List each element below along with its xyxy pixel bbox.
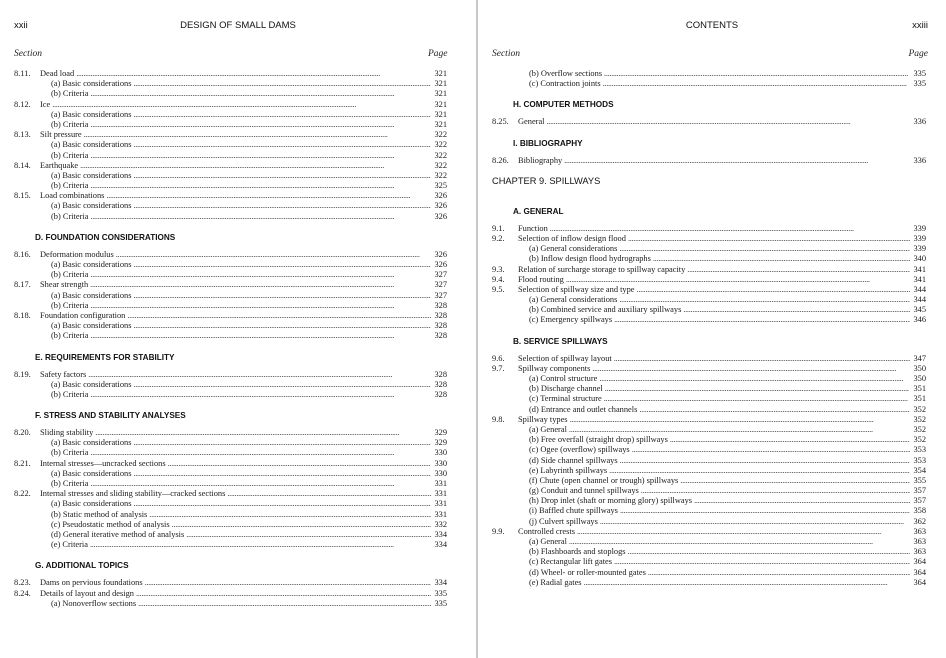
entry-title: Spillway components	[518, 363, 591, 373]
toc-subentry	[492, 425, 926, 435]
section-number: 9.9.	[492, 526, 505, 536]
page-number: 355	[910, 476, 926, 486]
entry-title: (a) General considerations	[529, 295, 618, 305]
toc-entry	[492, 415, 926, 425]
section-number: 8.21.	[14, 458, 31, 468]
section-number: 8.11.	[14, 69, 31, 78]
toc-entry	[492, 224, 926, 234]
entry-title: (g) Conduit and tunnel spillways	[529, 486, 639, 496]
page-number: 321	[431, 120, 447, 130]
page-number: 335	[910, 69, 926, 79]
entry-title: (a) Nonoverflow sections	[51, 598, 137, 608]
toc-subentry	[14, 201, 447, 211]
toc-entry	[14, 280, 447, 290]
toc-subentry	[14, 301, 447, 311]
page-number: 331	[431, 479, 447, 489]
section-heading	[492, 128, 926, 156]
toc-subentry	[14, 171, 447, 181]
entry-title: Internal stresses—uncracked sections	[40, 458, 166, 468]
page-number: 322	[431, 171, 447, 181]
toc-subentry	[492, 537, 926, 547]
entry-title: (a) General	[529, 424, 567, 434]
page-number: 334	[431, 530, 447, 540]
toc-subentry	[492, 305, 926, 315]
section-heading-text: G. ADDITIONAL TOPICS	[35, 561, 129, 571]
entry-title: (b) Combined service and auxiliary spillways	[529, 305, 682, 315]
page-number: 354	[910, 466, 926, 476]
page-number: 341	[910, 275, 926, 285]
page-number: 352	[910, 435, 926, 445]
page-number: 350	[910, 374, 926, 384]
toc-entry	[14, 489, 447, 499]
toc-entry	[14, 459, 447, 469]
section-number: 8.24.	[14, 588, 31, 598]
section-heading	[14, 222, 447, 250]
section-heading	[14, 400, 447, 428]
page-number: 329	[431, 438, 447, 448]
page-number: 352	[910, 405, 926, 415]
page-number: 328	[431, 370, 447, 380]
entry-title: Foundation configuration	[40, 310, 126, 320]
chapter-title-text: CHAPTER 9. SPILLWAYS	[492, 175, 601, 186]
page-number: 357	[910, 486, 926, 496]
toc-entry	[14, 100, 447, 110]
entry-title: Selection of spillway size and type	[518, 284, 635, 294]
page-number: 328	[431, 380, 447, 390]
entry-title: (d) Side channel spillways	[529, 455, 618, 465]
entry-title: (b) Criteria	[51, 270, 89, 280]
toc-subentry	[492, 547, 926, 557]
page-number: 328	[431, 311, 447, 321]
entry-title: (d) Entrance and outlet channels	[529, 404, 638, 414]
page-number: 341	[910, 265, 926, 275]
section-heading	[14, 342, 447, 370]
section-number: 8.23.	[14, 578, 31, 588]
page-number: 340	[910, 254, 926, 264]
section-number: 9.4.	[492, 274, 505, 284]
page-number: 352	[910, 425, 926, 435]
toc-entry	[14, 69, 447, 79]
page-number: 326	[431, 250, 447, 260]
section-heading-text: B. SERVICE SPILLWAYS	[513, 336, 608, 346]
section-number: 8.15.	[14, 191, 31, 201]
section-heading-text: F. STRESS AND STABILITY ANALYSES	[35, 411, 186, 421]
entry-title: (a) Basic considerations	[51, 499, 132, 509]
toc-subentry	[14, 510, 447, 520]
entry-title: (c) Rectangular lift gates	[529, 557, 613, 567]
section-heading	[492, 326, 926, 354]
toc-entry	[492, 364, 926, 374]
toc-subentry	[14, 599, 447, 609]
entry-title: (i) Baffled chute spillways	[529, 506, 618, 516]
toc-entry	[14, 161, 447, 171]
section-number: 8.26.	[492, 155, 509, 165]
toc-entry	[492, 265, 926, 275]
section-number: 8.25.	[492, 117, 509, 127]
page-number: 335	[910, 79, 926, 89]
section-number: 9.6.	[492, 353, 505, 363]
entry-title: (c) Terminal structure	[529, 394, 602, 404]
entry-title: (a) General	[529, 537, 567, 546]
entry-title: (a) Control structure	[529, 374, 598, 383]
page-number: 358	[910, 506, 926, 516]
section-number: 9.3.	[492, 264, 505, 274]
entry-title: Dams on pervious foundations	[40, 578, 143, 588]
entry-title: Load combinations	[40, 191, 105, 201]
page-number: 321	[431, 100, 447, 110]
entry-title: (a) Basic considerations	[51, 379, 132, 389]
page-number: 322	[431, 130, 447, 140]
toc-entry	[492, 156, 926, 166]
left-section-column-label: Section	[14, 49, 42, 59]
section-heading-text: H. COMPUTER METHODS	[513, 100, 614, 110]
toc-subentry	[14, 260, 447, 270]
entry-title: Dead load	[40, 69, 75, 78]
page-number: 326	[431, 212, 447, 222]
right-page-number: xxiii	[912, 20, 928, 31]
page-number: 334	[431, 540, 447, 550]
entry-title: (b) Criteria	[51, 150, 89, 160]
toc-subentry	[14, 448, 447, 458]
section-number: 9.5.	[492, 284, 505, 294]
toc-subentry	[14, 469, 447, 479]
entry-title: Internal stresses and sliding stability—cracked sections	[40, 489, 226, 499]
page-number: 353	[910, 456, 926, 466]
toc-entry	[14, 428, 447, 438]
entry-title: (b) Discharge channel	[529, 384, 603, 394]
page-number: 326	[431, 201, 447, 211]
entry-title: (h) Drop inlet (shaft or morning glory) spillways	[529, 496, 693, 506]
section-number: 8.22.	[14, 489, 31, 499]
entry-title: Ice	[40, 99, 51, 109]
toc-subentry	[492, 466, 926, 476]
left-page-number: xxii	[14, 20, 28, 31]
entry-title: (b) Criteria	[51, 211, 89, 221]
entry-title: (a) Basic considerations	[51, 468, 132, 478]
entry-title: Selection of spillway layout	[518, 353, 612, 363]
page-number: 330	[431, 448, 447, 458]
toc-subentry	[14, 390, 447, 400]
page-number: 327	[431, 270, 447, 280]
toc-subentry	[14, 479, 447, 489]
section-number: 9.2.	[492, 233, 505, 243]
section-number: 8.18.	[14, 310, 31, 320]
toc-subentry	[492, 517, 926, 527]
page-number: 352	[910, 415, 926, 425]
page-number: 364	[910, 557, 926, 567]
page-number: 357	[910, 496, 926, 506]
toc-entry	[492, 117, 926, 127]
entry-title: (e) Radial gates	[529, 577, 582, 587]
chapter-title	[492, 166, 926, 200]
entry-title: Flood routing	[518, 274, 564, 284]
entry-title: Shear strength	[40, 280, 89, 290]
section-number: 8.13.	[14, 130, 31, 140]
page-number: 336	[910, 156, 926, 166]
section-number: 8.17.	[14, 280, 31, 290]
entry-title: (e) Labyrinth spillways	[529, 465, 608, 475]
page-number: 331	[431, 510, 447, 520]
section-number: 8.12.	[14, 99, 31, 109]
page-number: 330	[431, 459, 447, 469]
toc-entry	[14, 370, 447, 380]
entry-title: (a) Basic considerations	[51, 140, 132, 150]
entry-title: (b) Criteria	[51, 89, 89, 99]
toc-entry	[14, 191, 447, 201]
toc-subentry	[492, 557, 926, 567]
right-page-column-label: Page	[908, 49, 928, 59]
page-number: 326	[431, 260, 447, 270]
toc-subentry	[14, 331, 447, 341]
entry-title: (a) Basic considerations	[51, 79, 132, 89]
page-number: 335	[431, 599, 447, 609]
page-number: 344	[910, 285, 926, 295]
toc-entry	[14, 589, 447, 599]
entry-title: Earthquake	[40, 160, 79, 170]
page-number: 334	[431, 578, 447, 588]
toc-subentry	[492, 69, 926, 79]
section-heading-text: A. GENERAL	[513, 206, 564, 216]
entry-title: (b) Inflow design flood hydrographs	[529, 254, 651, 264]
page-number: 353	[910, 445, 926, 455]
toc-subentry	[492, 374, 926, 384]
page-number: 344	[910, 295, 926, 305]
entry-title: Controlled crests	[518, 526, 575, 536]
entry-title: Silt pressure	[40, 130, 82, 140]
page-number: 335	[431, 589, 447, 599]
toc-subentry	[14, 380, 447, 390]
page-number: 339	[910, 224, 926, 234]
toc-subentry	[14, 530, 447, 540]
entry-title: (a) Basic considerations	[51, 109, 132, 119]
page-number: 364	[910, 568, 926, 578]
entry-title: (c) Contraction joints	[529, 79, 601, 89]
entry-title: (a) Basic considerations	[51, 260, 132, 269]
entry-title: Relation of surcharge storage to spillway capacity	[518, 264, 686, 274]
page-number: 321	[431, 89, 447, 99]
entry-title: (a) Basic considerations	[51, 321, 132, 331]
entry-title: Sliding stability	[40, 428, 94, 438]
left-page-column-label: Page	[428, 49, 448, 59]
toc-subentry	[492, 405, 926, 415]
toc-entry	[492, 234, 926, 244]
entry-title: Selection of inflow design flood	[518, 233, 626, 243]
entry-title: (b) Overflow sections	[529, 69, 603, 78]
entry-title: (b) Static method of analysis	[51, 509, 148, 519]
toc-entry	[492, 527, 926, 537]
toc-subentry	[14, 540, 447, 550]
entry-title: (b) Criteria	[51, 331, 89, 341]
toc-subentry	[492, 244, 926, 254]
entry-title: (e) Criteria	[51, 540, 88, 550]
entry-title: (b) Criteria	[51, 389, 89, 399]
section-number: 8.19.	[14, 369, 31, 379]
page-number: 351	[910, 394, 926, 404]
page-number: 327	[431, 280, 447, 290]
toc-subentry	[14, 79, 447, 89]
right-page	[478, 0, 946, 658]
toc-subentry	[492, 476, 926, 486]
toc-subentry	[492, 384, 926, 394]
toc-subentry	[492, 79, 926, 89]
toc-subentry	[14, 140, 447, 150]
page-number: 363	[910, 547, 926, 557]
entry-title: General	[518, 117, 545, 127]
toc-subentry	[14, 321, 447, 331]
entry-title: (a) Basic considerations	[51, 290, 132, 300]
page-number: 331	[431, 499, 447, 509]
toc-subentry	[492, 445, 926, 455]
toc-subentry	[492, 315, 926, 325]
toc-subentry	[492, 435, 926, 445]
page-number: 327	[431, 291, 447, 301]
entry-title: (b) Criteria	[51, 300, 89, 310]
toc-subentry	[492, 394, 926, 404]
entry-title: (j) Culvert spillways	[529, 516, 598, 526]
entry-title: (c) Pseudostatic method of analysis	[51, 519, 170, 529]
toc-entry	[492, 285, 926, 295]
toc-entry	[14, 250, 447, 260]
entry-title: (c) Emergency spillways	[529, 315, 613, 325]
entry-title: (f) Chute (open channel or trough) spillways	[529, 475, 679, 485]
entry-title: Spillway types	[518, 414, 568, 424]
page-number: 351	[910, 384, 926, 394]
section-heading-text: E. REQUIREMENTS FOR STABILITY	[35, 352, 175, 362]
page-number: 336	[910, 117, 926, 127]
section-number: 8.14.	[14, 160, 31, 170]
toc-subentry	[14, 270, 447, 280]
entry-title: (b) Criteria	[51, 119, 89, 129]
section-heading	[492, 89, 926, 117]
page-number: 326	[431, 191, 447, 201]
section-number: 9.1.	[492, 223, 505, 233]
section-heading	[492, 200, 926, 224]
left-toc	[14, 69, 447, 609]
right-section-column-label: Section	[492, 49, 520, 59]
toc-subentry	[14, 110, 447, 120]
entry-title: (a) Basic considerations	[51, 201, 132, 211]
entry-title: Deformation modulus	[40, 249, 114, 259]
page-number: 345	[910, 305, 926, 315]
entry-title: (a) General considerations	[529, 244, 618, 254]
toc-subentry	[14, 151, 447, 161]
page-number: 328	[431, 301, 447, 311]
page-number: 339	[910, 234, 926, 244]
page-number: 364	[910, 578, 926, 588]
toc-subentry	[492, 456, 926, 466]
section-heading	[14, 550, 447, 578]
toc-subentry	[14, 520, 447, 530]
entry-title: (a) Basic considerations	[51, 170, 132, 180]
toc-subentry	[492, 568, 926, 578]
page-number: 321	[431, 79, 447, 89]
page-number: 328	[431, 390, 447, 400]
page-number: 322	[431, 140, 447, 150]
page-number: 346	[910, 315, 926, 325]
section-number: 9.7.	[492, 363, 505, 373]
page-number: 329	[431, 428, 447, 438]
page-number: 362	[910, 517, 926, 527]
page-number: 325	[431, 181, 447, 191]
toc-subentry	[14, 120, 447, 130]
section-number: 9.8.	[492, 414, 505, 424]
page-number: 363	[910, 527, 926, 537]
toc-entry	[492, 275, 926, 285]
entry-title: (c) Ogee (overflow) spillways	[529, 445, 630, 455]
entry-title: (d) Wheel- or roller-mounted gates	[529, 567, 646, 577]
entry-title: Safety factors	[40, 369, 87, 379]
page-number: 322	[431, 161, 447, 171]
toc-subentry	[492, 254, 926, 264]
toc-subentry	[492, 295, 926, 305]
right-toc	[492, 69, 926, 588]
page-number: 347	[910, 354, 926, 364]
toc-subentry	[14, 89, 447, 99]
toc-entry	[492, 354, 926, 364]
right-running-title: CONTENTS	[685, 20, 739, 31]
entry-title: Bibliography	[518, 155, 563, 165]
page-number: 322	[431, 151, 447, 161]
toc-subentry	[14, 499, 447, 509]
page-number: 331	[431, 489, 447, 499]
page-number: 332	[431, 520, 447, 530]
page-number: 328	[431, 321, 447, 331]
entry-title: (d) General iterative method of analysis	[51, 529, 185, 539]
toc-subentry	[14, 212, 447, 222]
toc-subentry	[14, 438, 447, 448]
page-number: 328	[431, 331, 447, 341]
toc-subentry	[14, 181, 447, 191]
entry-title: Function	[518, 223, 548, 233]
section-heading-text: D. FOUNDATION CONSIDERATIONS	[35, 232, 176, 242]
left-running-title: DESIGN OF SMALL DAMS	[180, 20, 296, 31]
toc-entry	[14, 130, 447, 140]
page-number: 339	[910, 244, 926, 254]
entry-title: (b) Criteria	[51, 479, 89, 488]
toc-subentry	[492, 506, 926, 516]
toc-subentry	[14, 291, 447, 301]
toc-entry	[14, 578, 447, 588]
toc-subentry	[492, 486, 926, 496]
page-number: 321	[431, 110, 447, 120]
page-number: 350	[910, 364, 926, 374]
toc-entry	[14, 311, 447, 321]
section-number: 8.20.	[14, 428, 31, 438]
entry-title: (a) Basic considerations	[51, 438, 132, 448]
section-number: 8.16.	[14, 249, 31, 259]
entry-title: (b) Flashboards and stoplogs	[529, 547, 626, 557]
toc-subentry	[492, 578, 926, 588]
page-number: 330	[431, 469, 447, 479]
section-heading-text: I. BIBLIOGRAPHY	[513, 138, 583, 148]
entry-title: Details of layout and design	[40, 588, 134, 598]
entry-title: (b) Free overfall (straight drop) spillways	[529, 435, 668, 445]
entry-title: (b) Criteria	[51, 448, 89, 458]
page-number: 363	[910, 537, 926, 547]
toc-subentry	[492, 496, 926, 506]
page-number: 321	[431, 69, 447, 79]
entry-title: (b) Criteria	[51, 181, 89, 191]
